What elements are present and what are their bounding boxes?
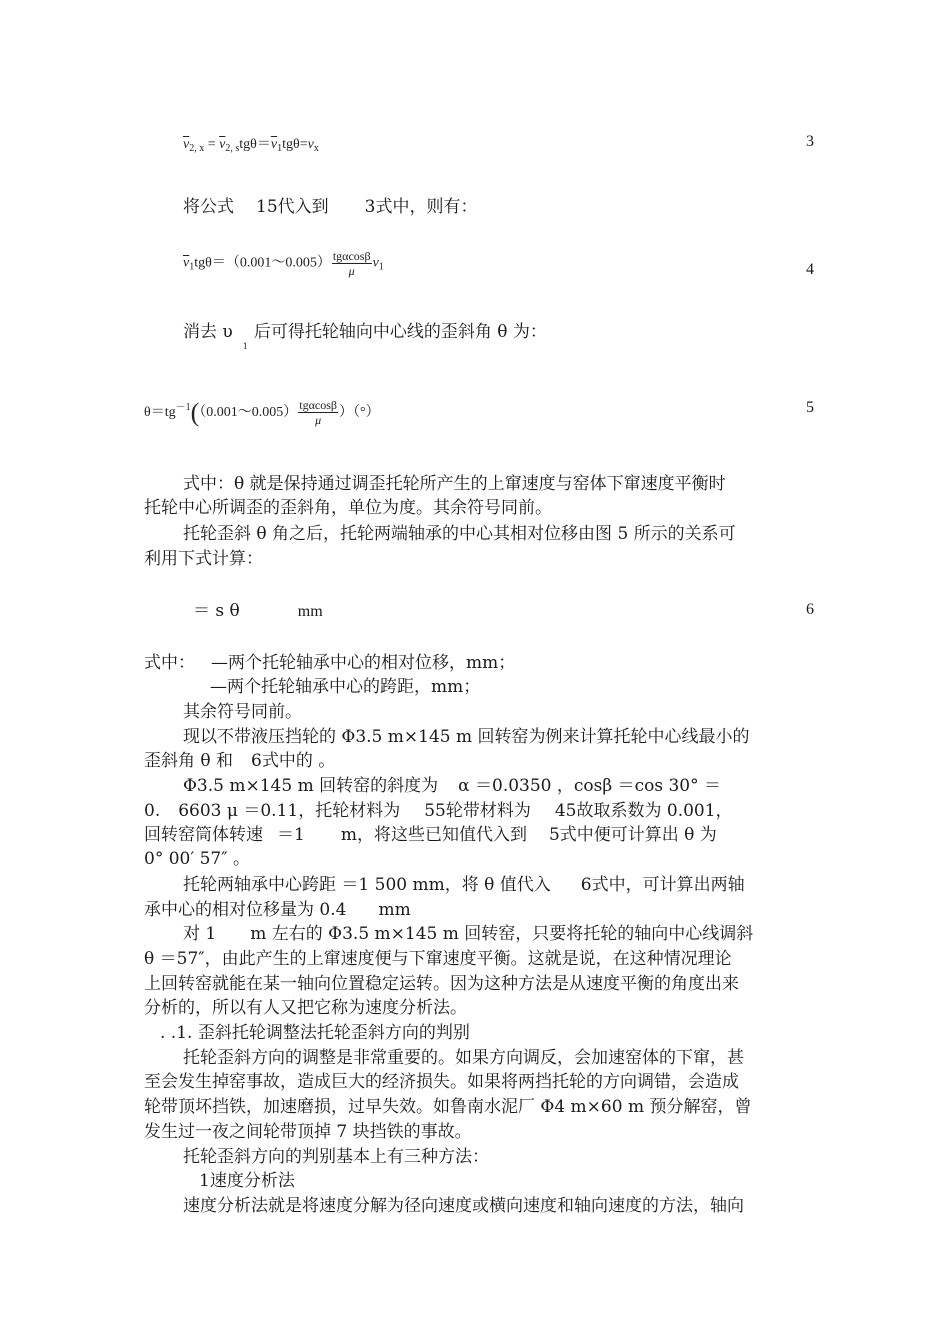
text-line: 上回转窑就能在某一轴向位置稳定运转。因为这种方法是从速度平衡的角度出来 [144,974,739,994]
text-line: 0. 6603 μ ＝0.11，托轮材料为 55轮带材料为 45故取系数为 0.001， [144,801,733,821]
text-line: 消去 $\upsilon_1$后可得托轮轴向中心线的歪斜角 θ 为： [183,322,547,351]
equation-5: $\theta=tg^{-1}((0.001\sim 0.005)$ $\frac{\text{tgαcosβ}}{\mu}$ ）（°） [144,397,380,428]
text-line: 对 1 m 左右的 Φ3.5 m×145 m 回转窑，只要将托轮的轴向中心线调斜 [183,924,754,944]
text-line: 速度分析法就是将速度分解为径向速度或横向速度和轴向速度的方法，轴向 [183,1196,744,1216]
equation-number-4: 4 [806,261,814,278]
equation-3: $\overline{v}_{2, x} = \overline{v}_{2, s}tg\theta=\overline{v}_1tg\theta=v_x$ [183,137,319,154]
text-line: 现以不带液压挡轮的 Φ3.5 m×145 m 回转窑为例来计算托轮中心线最小的 [183,727,750,747]
text-line: 回转窑筒体转速 ＝1 m，将这些已知值代入到 5式中便可计算出 θ 为 [144,825,717,845]
text-line: 其余符号同前。 [183,702,302,722]
text-line: 托轮两轴承中心跨距 ＝1 500 mm，将 θ 值代入 6式中，可计算出两轴 [183,875,745,895]
equation-number-5: 5 [806,399,814,416]
equation-number-6: 6 [806,601,814,618]
text-line: 式中：θ 就是保持通过调歪托轮所产生的上窜速度与窑体下窜速度平衡时 [183,474,726,494]
text-line: 歪斜角 θ 和 6式中的 。 [144,751,336,771]
text-line: —两个托轮轴承中心的跨距，mm； [210,677,481,697]
text-line: 托轮中心所调歪的歪斜角，单位为度。其余符号同前。 [144,498,552,518]
text-line: 发生过一夜之间轮带顶掉 7 块挡铁的事故。 [144,1122,472,1142]
text-line: 轮带顶坏挡铁，加速磨损，过早失效。如鲁南水泥厂 Φ4 m×60 m 预分解窑，曾 [144,1097,752,1117]
text-line: 承中心的相对位移量为 0.4 mm [144,900,411,920]
text-line: 托轮歪斜方向的判别基本上有三种方法： [183,1147,489,1167]
subsection-heading: 1速度分析法 [199,1171,295,1191]
text-line: 至会发生掉窑事故，造成巨大的经济损失。如果将两挡托轮的方向调错，会造成 [144,1072,739,1092]
text-line: 托轮歪斜 θ 角之后，托轮两端轴承的中心其相对位移由图 5 所示的关系可 [183,524,736,544]
text-line: 利用下式计算： [144,549,263,569]
text-line: 将公式 15代入到 3式中，则有： [183,197,478,217]
text-line: 分析的，所以有人又把它称为速度分析法。 [144,998,467,1018]
equation-number-3: 3 [806,133,814,150]
text-line: Φ3.5 m×145 m 回转窑的斜度为 α ＝0.0350 ，cosβ ＝cos 30° ＝ [183,776,722,796]
text-line: 式中： —两个托轮轴承中心的相对位移，mm； [144,653,516,673]
equation-4: $\overline{v}_1tg\theta=(0.001\sim 0.005)$ $\frac{\text{tgαcosβ}}{\mu}$ $v_1$ [183,249,384,278]
equation-6: ＝ s θ mm [193,601,323,621]
section-heading: . .1. 歪斜托轮调整法托轮歪斜方向的判别 [160,1023,470,1043]
text-line: 0° 00′ 57″ 。 [144,849,251,869]
text-line: 托轮歪斜方向的调整是非常重要的。如果方向调反，会加速窑体的下窜，甚 [183,1048,744,1068]
text-line: θ ＝57″，由此产生的上窜速度便与下窜速度平衡。这就是说，在这种情况理论 [144,949,732,969]
